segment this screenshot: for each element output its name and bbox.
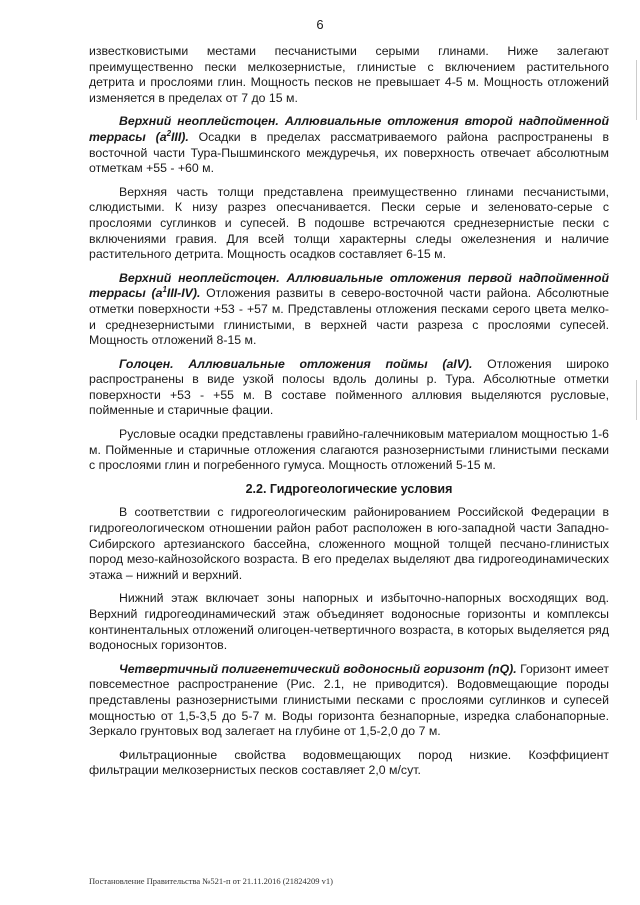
paragraph: Четвертичный полигенетический водоносный горизонт (nQ). Горизонт имеет повсеместное распространение (Рис. 2.1, не приводится). Водовмещающие породы представлены разнозернистыми глинистыми песками с прослоями суглинков и супесей мощностью от 1,5-3,5 до 5-7 м. Воды горизонта безнапорные, изредка слабонапорные. Зеркало грунтовых вод залегает на глубине от 1,5-2,0 до 7 м. [89,661,609,739]
paragraph: Верхний неоплейстоцен. Аллювиальные отложения второй надпойменной террасы $(a^2III)$. Осадки в пределах рассматриваемого района распространены в восточной части Тура-Пышминского междуречья, их поверхность отвечает абсолютным отметкам +55 - +60 м. [89,114,609,176]
paragraph-lead: Четвертичный полигенетический водоносный горизонт (nQ). [119,661,517,676]
paragraph: известковистыми местами песчанистыми серыми глинами. Ниже залегают преимущественно пески мелкозернистые, глинистые с включением растительного детрита и прослоями глин. Мощность песков не превышает 4-5 м. Мощность отложений изменяется в пределах от 7 до 15 м. [89,44,609,105]
page-number: 6 [316,17,324,32]
scan-edge-mark [636,60,637,120]
paragraph: В соответствии с гидрогеологическим районированием Российской Федерации в гидрогеологическом отношении район работ расположен в юго-западной части Западно-Сибирского артезианского бассейна, сложенного мощной толщей песчано-глинистых пород мезо-кайнозойского возраста. В его пределах выделяют два гидрогеодинамических этажа – нижний и верхний. [89,505,609,582]
scan-edge-mark [636,380,637,420]
paragraph: Верхний неоплейстоцен. Аллювиальные отложения первой надпойменной террасы $(a^1III-IV)$. Отложения развиты в северо-восточной части района. Абсолютные отметки поверхности +53 - +57 м. Представлены отложения песками серого цвета мелко- и среднезернистыми глинистыми, в верхней части разреза с прослоями супесей. Мощность отложений 8-15 м. [89,270,610,348]
paragraph: Голоцен. Аллювиальные отложения поймы (aIV). Отложения широко распространены в виде узкой полосы вдоль долины р. Тура. Абсолютные отметки поверхности +53 - +55 м. В составе пойменного аллювия выделяются русловые, пойменные и старичные фации. [89,356,609,418]
document-body [89,44,609,787]
paragraph: Фильтрационные свойства водовмещающих пород низкие. Коэффициент фильтрации мелкозернистых песков составляет 2,0 м/сут. [89,747,609,778]
section-heading: 2.2. Гидрогеологические условия [245,481,453,496]
paragraph-lead: Верхний неоплейстоцен. Аллювиальные отложения второй надпойменной террасы $(a^2III)$. [89,114,609,144]
paragraph: Верхняя часть толщи представлена преимущественно глинами песчанистыми, слюдистыми. К низу разрез опесчанивается. Пески серые и зеленовато-серые с прослоями суглинков и супесей. В подошве встречаются среднезернистые пески с включениями гравия. Для всей толщи характерны следы ожелезнения и наличие растительного детрита. Мощность осадков составляет 6-15 м. [89,184,609,262]
paragraph: Русловые осадки представлены гравийно-галечниковым материалом мощностью 1-6 м. Пойменные и старичные отложения слагаются разнозернистыми глинистыми песками с прослоями глин и погребенного гумуса. Мощность отложений 5-15 м. [89,427,609,473]
paragraph: Нижний этаж включает зоны напорных и избыточно-напорных восходящих вод. Верхний гидрогеодинамический этаж объединяет водоносные горизонты и комплексы континентальных отложений олигоцен-четвертичного возраста, в которых выделяется ряд водоносных горизонтов. [89,591,609,653]
footer-note: Постановление Правительства №521-п от 21.11.2016 (21824209 v1) [89,876,333,886]
paragraph-lead: Голоцен. Аллювиальные отложения поймы (aIV). [119,356,473,371]
paragraph-lead: Верхний неоплейстоцен. Аллювиальные отложения первой надпойменной террасы $(a^1III-IV)$. [89,270,609,301]
